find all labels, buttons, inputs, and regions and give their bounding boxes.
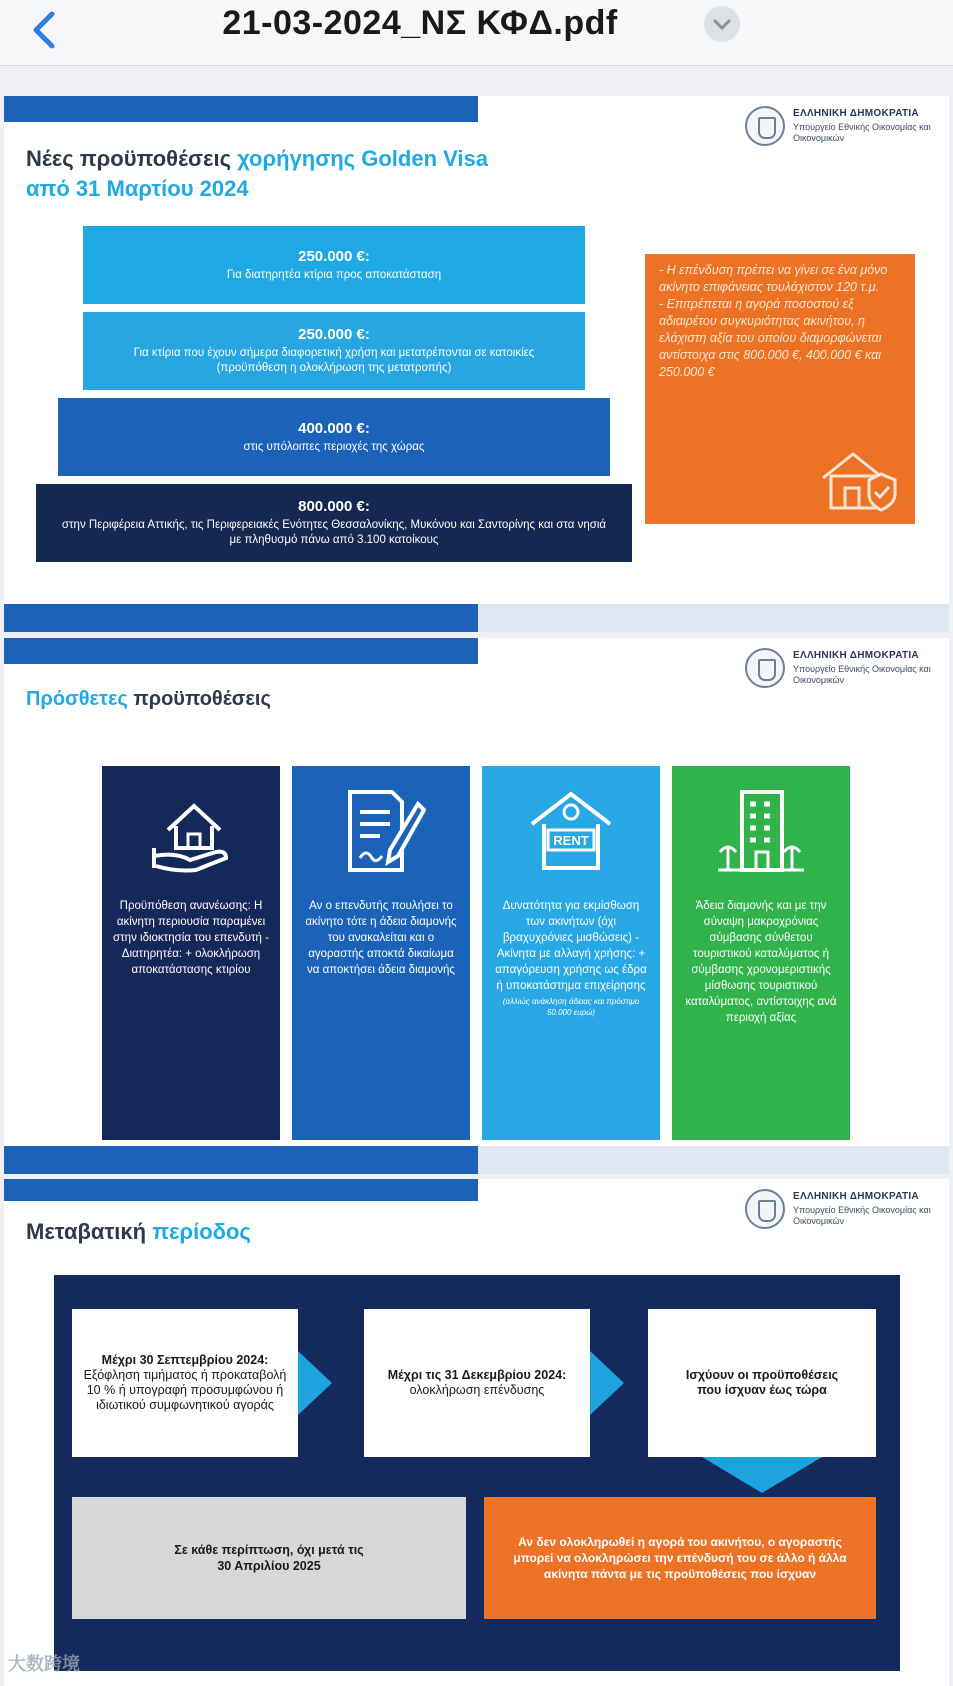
slide-additional-conditions bbox=[4, 638, 949, 1174]
title-part: προϋποθέσεις bbox=[127, 688, 271, 710]
condition-card bbox=[482, 766, 660, 1140]
title-part: Νέες προϋποθέσεις bbox=[26, 146, 238, 171]
arrow-right-icon bbox=[590, 1351, 624, 1415]
card-note: (αλλιώς ανάκληση άδειας και πρόστιμο 50.000 ευρώ) bbox=[502, 997, 640, 1017]
tier-amount: 250.000 €: bbox=[298, 247, 370, 265]
tier-text: Για διατηρητέα κτίρια προς αποκατάσταση bbox=[226, 268, 442, 281]
rent-label: RENT bbox=[553, 833, 589, 848]
tier-amount: 400.000 €: bbox=[298, 419, 370, 437]
pdf-viewer[interactable] bbox=[0, 66, 953, 1686]
requirement-line: - Επιτρέπεται η αγορά ποσοστού εξ αδιαιρέτου συγκυριότητας ακινήτου, η ελάχιστη αξία του οποίου διαμορφώνεται αντίστοιχα στις 800.000 €, 400.000 € και 250.000 € bbox=[659, 297, 882, 379]
greek-emblem-icon bbox=[745, 1189, 785, 1229]
gov-logo bbox=[745, 1187, 935, 1231]
slide-top-bar bbox=[4, 96, 478, 122]
viewer-header bbox=[0, 0, 953, 66]
slide-title bbox=[26, 1217, 251, 1247]
tier-text: Για κτίρια που έχουν σήμερα διαφορετική χρήση και μετατρέπονται σε κατοικίες (προϋπόθεση η ολοκλήρωση της μετατροπής) bbox=[133, 347, 535, 374]
slide-top-bar bbox=[4, 638, 478, 664]
rent-house-icon bbox=[526, 786, 616, 876]
slide-bottom-rule bbox=[478, 604, 949, 632]
slide-title bbox=[26, 684, 271, 714]
slide-title bbox=[26, 144, 488, 204]
step-text: Ισχύουν οι προϋποθέσεις που ίσχυαν έως τώρα bbox=[685, 1368, 839, 1397]
tier-amount: 250.000 €: bbox=[298, 326, 370, 343]
ministry-name: Υπουργείο Εθνικής Οικονομίας και Οικονομικών bbox=[793, 122, 931, 143]
hotel-building-icon bbox=[716, 786, 806, 876]
arrow-down-icon bbox=[702, 1457, 822, 1493]
deadline-box bbox=[72, 1497, 466, 1619]
slide-bottom-bar bbox=[4, 1146, 478, 1174]
card-text: Άδεια διαμονής και με την σύναψη μακροχρόνιας σύμβασης σύνθετου τουριστικού καταλύματος ή σύμβασης χρονομεριστικής μίσθωσης τουριστικού καταλύματος, αντίστοιχης ανά περιοχή αξίας bbox=[685, 900, 837, 1024]
title-highlight: χορήγησης Golden Visa bbox=[237, 146, 488, 171]
greek-emblem-icon bbox=[745, 648, 785, 688]
condition-card bbox=[292, 766, 470, 1140]
chevron-down-icon bbox=[704, 6, 740, 42]
gov-name: ΕΛΛΗΝΙΚΗ ΔΗΜΟΚΡΑΤΙΑ bbox=[793, 650, 919, 661]
house-in-hand-icon bbox=[146, 786, 236, 876]
slide-bottom-rule bbox=[478, 1146, 949, 1174]
house-shield-icon bbox=[817, 444, 903, 514]
document-title: 21-03-2024_ΝΣ ΚΦΔ.pdf bbox=[222, 4, 618, 42]
tier-card bbox=[83, 312, 585, 390]
tier-card bbox=[58, 398, 610, 476]
ministry-name: Υπουργείο Εθνικής Οικονομίας και Οικονομικών bbox=[793, 664, 931, 685]
condition-card bbox=[672, 766, 850, 1140]
step-head: Μέχρι τις 31 Δεκεμβρίου 2024: bbox=[387, 1368, 567, 1382]
step-text: ολοκλήρωση επένδυσης bbox=[409, 1383, 545, 1397]
watermark-logo: 大数跨境 bbox=[8, 1654, 80, 1674]
step-september bbox=[72, 1309, 298, 1457]
greek-emblem-icon bbox=[745, 106, 785, 146]
slide-golden-visa-conditions bbox=[4, 96, 949, 632]
title-menu-button[interactable] bbox=[704, 6, 740, 42]
tier-text: στις υπόλοιπες περιοχές της χώρας bbox=[243, 440, 425, 453]
tier-amount: 800.000 €: bbox=[298, 498, 370, 515]
condition-card bbox=[102, 766, 280, 1140]
step-head: Μέχρι 30 Σεπτεμβρίου 2024: bbox=[101, 1353, 269, 1367]
title-highlight: περίοδος bbox=[152, 1219, 251, 1244]
requirement-line: - Η επένδυση πρέπει να γίνει σε ένα μόνο ακίνητο επιφάνειας τουλάχιστον 120 τ.μ. bbox=[659, 263, 888, 294]
step-previous-rules bbox=[648, 1309, 876, 1457]
title-highlight: Πρόσθετες bbox=[26, 688, 128, 710]
card-text: Προϋπόθεση ανανέωσης: Η ακίνητη περιουσία παραμένει στην ιδιοκτησία του επενδυτή - Διατηρητέα: + ολοκλήρωση αποκατάστασης κτιρίου bbox=[113, 900, 269, 976]
gov-logo bbox=[745, 104, 935, 148]
tier-text: στην Περιφέρεια Αττικής, τις Περιφερειακές Ενότητες Θεσσαλονίκης, Μυκόνου και Σαντορίνης και στα νησιά με πληθυσμό πάνω από 3.100 κατοίκους bbox=[61, 519, 607, 546]
card-text: Αν ο επενδυτής πουλήσει το ακίνητο τότε η άδεια διαμονής του ανακαλείται και ο αγοραστής αποκτά δικαίωμα να αποκτήσει άδεια διαμονής bbox=[305, 900, 457, 976]
fallback-text: Αν δεν ολοκληρωθεί η αγορά του ακινήτου, ο αγοραστής μπορεί να ολοκληρώσει την επένδυσή του σε άλλο ή άλλα ακίνητα πάντα με τις προϋποθέσεις που ίσχυαν bbox=[513, 1535, 847, 1581]
fallback-box bbox=[484, 1497, 876, 1619]
timeline-frame bbox=[54, 1275, 900, 1671]
title-date: από 31 Μαρτίου 2024 bbox=[26, 176, 249, 201]
step-december bbox=[364, 1309, 590, 1457]
slide-top-bar bbox=[4, 1179, 478, 1201]
slide-transition-period bbox=[4, 1179, 949, 1686]
card-text: Δυνατότητα για εκμίσθωση των ακινήτων (όχι βραχυχρόνιες μισθώσεις) - Ακίνητα με αλλαγή χρήσης: + απαγόρευση χρήσης ως έδρα ή υποκατάστημα επιχείρησης bbox=[495, 900, 647, 992]
tier-card bbox=[83, 226, 585, 304]
arrow-right-icon bbox=[298, 1351, 332, 1415]
ministry-name: Υπουργείο Εθνικής Οικονομίας και Οικονομικών bbox=[793, 1205, 931, 1226]
contract-pen-icon bbox=[336, 786, 426, 876]
title-part: Μεταβατική bbox=[26, 1219, 153, 1244]
property-requirements-box bbox=[645, 254, 915, 524]
gov-name: ΕΛΛΗΝΙΚΗ ΔΗΜΟΚΡΑΤΙΑ bbox=[793, 108, 919, 119]
back-chevron-icon[interactable] bbox=[26, 8, 66, 52]
step-text: Εξόφληση τιμήματος ή προκαταβολή 10 % ή υπογραφή προσυμφώνου ή ιδιωτικού συμφωνητικού αγοράς bbox=[83, 1368, 287, 1412]
slide-bottom-bar bbox=[4, 604, 478, 632]
tier-card bbox=[36, 484, 632, 562]
gov-logo bbox=[745, 646, 935, 690]
deadline-text: Σε κάθε περίπτωση, όχι μετά τις 30 Απριλίου 2025 bbox=[174, 1543, 364, 1573]
gov-name: ΕΛΛΗΝΙΚΗ ΔΗΜΟΚΡΑΤΙΑ bbox=[793, 1191, 919, 1202]
